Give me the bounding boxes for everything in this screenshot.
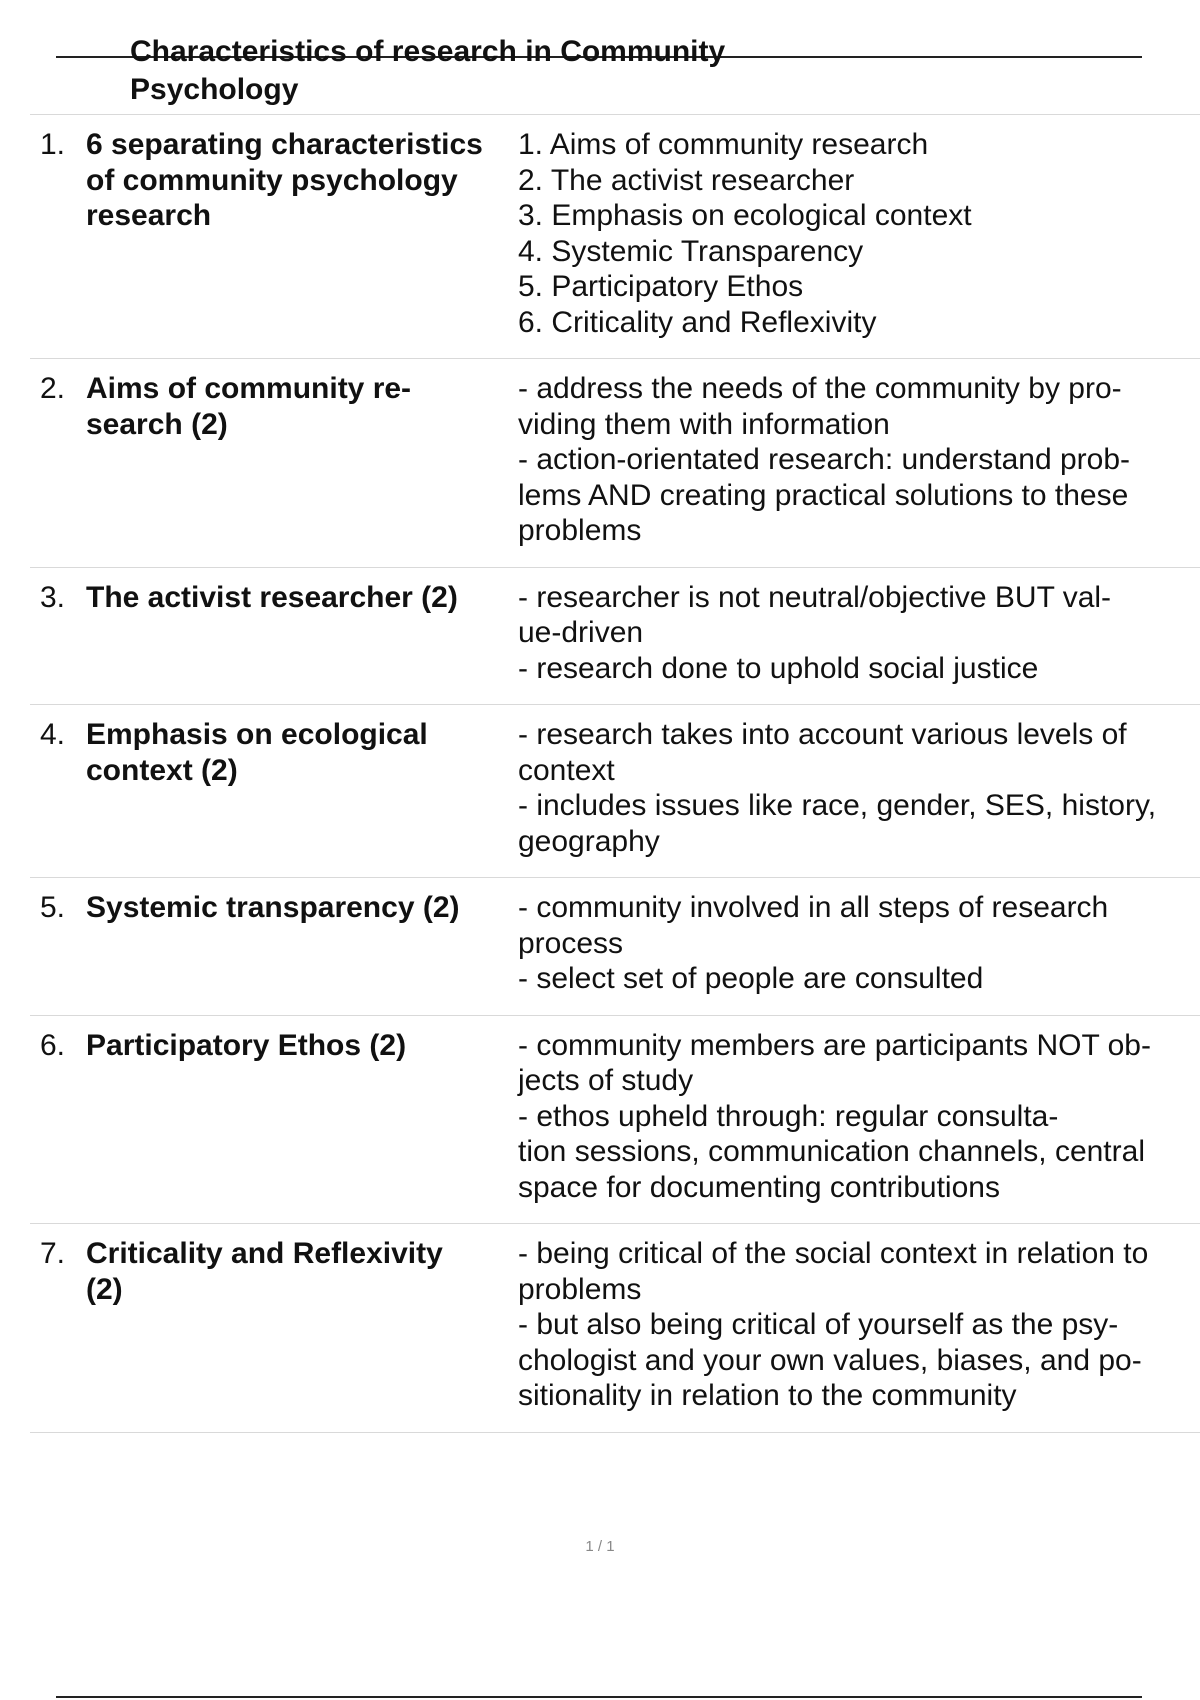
page-number: 1 / 1 — [585, 1538, 615, 1555]
definition-line: tion sessions, communication channels, central — [518, 1135, 1145, 1168]
definition-line: 2. The activist researcher — [518, 163, 855, 197]
row-definition — [516, 1236, 1200, 1414]
row-definition — [516, 1028, 1200, 1206]
row-definition — [516, 717, 1200, 859]
definition-line: context — [518, 753, 615, 787]
row-definition — [516, 580, 1200, 687]
definition-line: sitionality in relation to the community — [518, 1379, 1017, 1412]
row-term — [86, 1236, 516, 1414]
definition-line: jects of study — [518, 1064, 694, 1097]
definition-line: 3. Emphasis on ecological context — [518, 199, 972, 232]
row-number: 4. — [40, 718, 66, 751]
definition-line: - research done to uphold social justice — [518, 651, 1039, 685]
definition-line: - address the needs of the community by pro- — [518, 372, 1122, 405]
definition-line: process — [518, 926, 624, 960]
definition-line: problems — [518, 514, 642, 547]
definition-line: - ethos upheld through: regular consulta- — [518, 1099, 1059, 1133]
row-number: 2. — [40, 372, 66, 405]
term-line: of community psychology — [86, 163, 458, 197]
term-line: Participatory Ethos (2) — [86, 1028, 407, 1062]
definition-line: 6. Criticality and Reflexivity — [518, 305, 877, 339]
row-number: 3. — [40, 580, 66, 614]
table-row — [30, 1016, 1200, 1225]
table-row — [30, 115, 1200, 359]
row-term — [86, 127, 516, 340]
term-line: Aims of community re- — [86, 372, 412, 405]
definition-line: - being critical of the social context in relation to — [518, 1237, 1149, 1270]
definition-line: - action-orientated research: understand prob- — [518, 443, 1131, 476]
page-title — [130, 33, 830, 109]
table-row — [30, 359, 1200, 568]
definition-line: chologist and your own values, biases, and po- — [518, 1343, 1142, 1377]
definition-line: - community involved in all steps of research — [518, 891, 1109, 924]
term-line: (2) — [86, 1272, 123, 1306]
row-term — [86, 1028, 516, 1206]
definition-line: geography — [518, 824, 660, 858]
definition-line: viding them with information — [518, 407, 890, 441]
term-line: Emphasis on ecological — [86, 718, 428, 751]
table-row — [30, 878, 1200, 1016]
row-definition — [516, 127, 1200, 340]
definition-line: ue-driven — [518, 616, 644, 649]
definition-line: - community members are participants NOT ob- — [518, 1028, 1151, 1062]
table-row — [30, 568, 1200, 706]
flashcard-table — [30, 115, 1200, 1433]
term-line: The activist researcher (2) — [86, 580, 458, 614]
row-number: 6. — [40, 1028, 66, 1062]
definition-line: - researcher is not neutral/objective BUT val- — [518, 580, 1112, 614]
definition-line: - research takes into account various levels of — [518, 718, 1127, 751]
definition-line: - includes issues like race, gender, SES, history, — [518, 789, 1157, 822]
table-row — [30, 705, 1200, 878]
bottom-rule — [56, 1696, 1142, 1698]
term-line: Systemic transparency (2) — [86, 891, 460, 924]
term-line: search (2) — [86, 407, 228, 441]
definition-line: 1. Aims of community research — [518, 128, 929, 161]
row-term — [86, 890, 516, 997]
definition-line: space for documenting contributions — [518, 1170, 1000, 1204]
table-row — [30, 1224, 1200, 1433]
row-number: 7. — [40, 1237, 66, 1270]
term-line: Criticality and Reflexivity — [86, 1237, 443, 1270]
definition-line: - select set of people are consulted — [518, 962, 984, 995]
row-term — [86, 717, 516, 859]
definition-line: problems — [518, 1272, 642, 1306]
title-line-2: Psychology — [130, 73, 299, 106]
row-number: 5. — [40, 891, 66, 924]
row-definition — [516, 890, 1200, 997]
term-line: 6 separating characteristics — [86, 128, 483, 161]
row-term — [86, 580, 516, 687]
definition-line: 5. Participatory Ethos — [518, 270, 804, 303]
row-definition — [516, 371, 1200, 549]
term-line: context (2) — [86, 753, 238, 787]
definition-line: - but also being critical of yourself as the psy- — [518, 1308, 1119, 1341]
definition-line: 4. Systemic Transparency — [518, 234, 864, 268]
definition-line: lems AND creating practical solutions to these — [518, 478, 1129, 512]
row-number: 1. — [40, 128, 66, 161]
title-line-1: Characteristics of research in Community — [130, 35, 726, 68]
term-line: research — [86, 199, 212, 232]
row-term — [86, 371, 516, 549]
